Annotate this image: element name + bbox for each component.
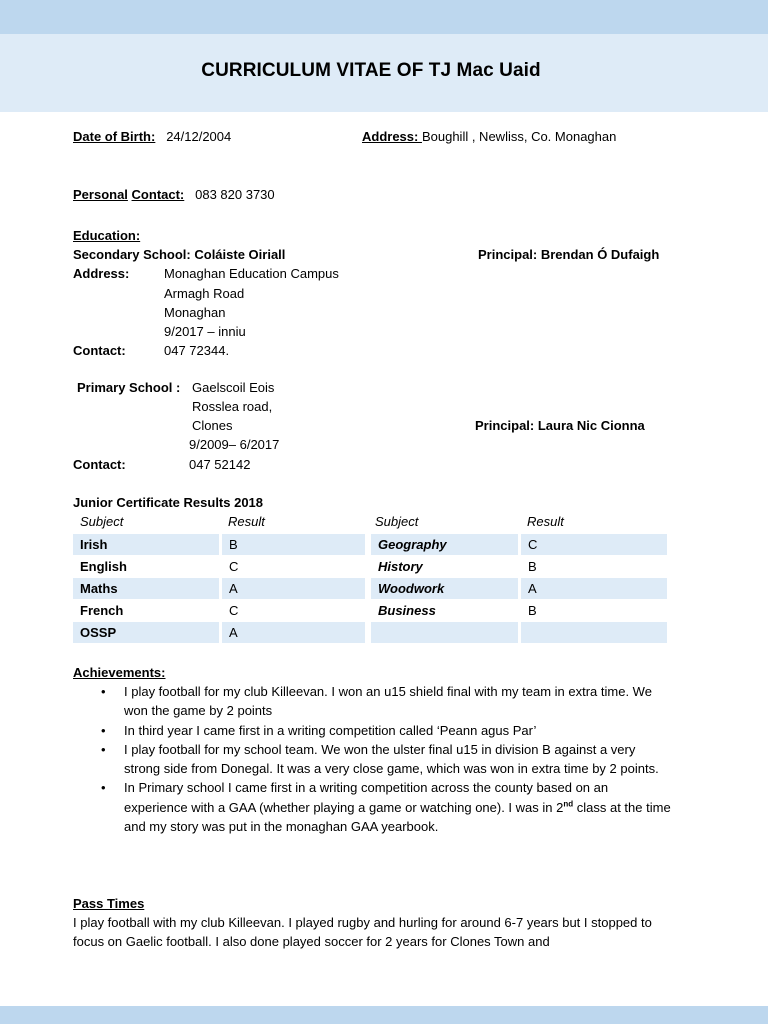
table-cell-result: B <box>222 534 365 555</box>
col-header-subject: Subject <box>375 514 419 529</box>
list-item <box>73 778 673 836</box>
primary-contact-label: Contact: <box>73 457 126 472</box>
secondary-address-line: Monaghan Education Campus <box>164 266 339 281</box>
list-item <box>73 721 673 740</box>
secondary-address-line: Armagh Road <box>164 286 245 301</box>
secondary-address-label: Address: <box>73 266 130 281</box>
col-header-result: Result <box>527 514 564 529</box>
achievement-text: I play football for my club Killeevan. I won an u15 shield final with my team in extra time. We won the game by 2 points <box>124 684 652 719</box>
table-cell-subject: History <box>378 559 423 574</box>
table-cell-result: A <box>222 578 365 599</box>
table-cell-result: C <box>229 603 239 618</box>
table-cell-result: B <box>528 559 537 574</box>
contact-value: 083 820 3730 <box>195 187 275 202</box>
primary-contact-value: 047 52142 <box>189 457 251 472</box>
table-cell-subject: French <box>80 603 124 618</box>
document-title: CURRICULUM VITAE OF TJ Mac Uaid <box>201 60 541 81</box>
table-cell-subject: Woodwork <box>371 578 518 599</box>
pass-times-heading: Pass Times <box>73 896 145 911</box>
achievement-text-part: In Primary school I came first in a writing competition across the county based on an experience with a GAA (whether playing a game or watching one). I was in 2 <box>124 780 609 815</box>
bullet-icon: • <box>101 684 106 699</box>
col-header-result: Result <box>228 514 265 529</box>
primary-school-line: Gaelscoil Eois <box>192 380 275 395</box>
dob-label: Date of Birth: <box>73 129 156 144</box>
achievement-text: In third year I came first in a writing competition called ‘Peann agus Par’ <box>124 722 537 738</box>
address-label: Address: <box>362 129 422 144</box>
table-cell-subject: Maths <box>73 578 219 599</box>
contact-label-personal: Personal <box>73 187 128 202</box>
primary-school-line: Rosslea road, <box>192 399 273 414</box>
list-item <box>73 740 673 779</box>
education-heading: Education: <box>73 228 141 243</box>
bullet-icon: • <box>101 722 106 738</box>
col-header-subject: Subject <box>80 514 124 529</box>
achievement-text <box>124 780 671 834</box>
table-cell-result: A <box>521 578 667 599</box>
list-item <box>73 682 673 721</box>
primary-dates: 9/2009– 6/2017 <box>189 437 280 452</box>
table-cell-subject: Irish <box>73 534 219 555</box>
pass-times-text: I play football with my club Killeevan. I played rugby and hurling for around 6-7 years but I stopped to focus on Gaelic football. I also done played soccer for 2 years for Clones Town and <box>73 915 652 950</box>
dob-value: 24/12/2004 <box>166 129 232 144</box>
primary-school-line: Clones <box>192 418 233 433</box>
table-cell-result: C <box>521 534 667 555</box>
secondary-address-line: Monaghan <box>164 305 226 320</box>
achievement-text-part: class at the time and my story was put in the monaghan GAA yearbook. <box>124 799 671 835</box>
secondary-school-label: Secondary School: Coláiste Oiriall <box>73 247 286 262</box>
secondary-dates: 9/2017 – inniu <box>164 324 246 339</box>
address-value: Boughill , Newliss, Co. Monaghan <box>421 129 617 144</box>
contact-row <box>73 185 275 204</box>
address-row <box>362 127 616 146</box>
ordinal-suffix: nd <box>563 799 574 809</box>
bottom-band <box>0 1006 768 1024</box>
dob-row <box>73 127 231 146</box>
table-cell-subject: Geography <box>371 534 518 555</box>
secondary-contact-label: Contact: <box>73 343 126 358</box>
bullet-icon: • <box>101 780 106 796</box>
bullet-icon: • <box>101 741 106 757</box>
primary-school-label: Primary School : <box>77 380 181 395</box>
results-heading: Junior Certificate Results 2018 <box>73 495 264 510</box>
achievements-list <box>73 682 673 836</box>
secondary-contact-value: 047 72344. <box>164 343 230 358</box>
achievements-heading: Achievements: <box>73 665 166 680</box>
table-cell-result: A <box>222 622 365 643</box>
table-cell-subject: OSSP <box>73 622 219 643</box>
table-cell-result: C <box>229 559 239 574</box>
primary-principal: Principal: Laura Nic Cionna <box>475 418 645 433</box>
table-cell-result: B <box>528 603 537 618</box>
table-cell-subject: Business <box>378 603 436 618</box>
secondary-principal: Principal: Brendan Ó Dufaigh <box>478 247 660 262</box>
top-band <box>0 0 768 34</box>
table-cell-subject: English <box>80 559 127 574</box>
achievement-text: I play football for my school team. We won the ulster final u15 in division B against a very strong side from Donegal. It was a very close game, which was won in extra time by 2 points. <box>124 741 659 777</box>
contact-label: Contact: <box>131 187 185 202</box>
table-cell-result <box>521 622 667 643</box>
table-cell-subject <box>371 622 518 643</box>
